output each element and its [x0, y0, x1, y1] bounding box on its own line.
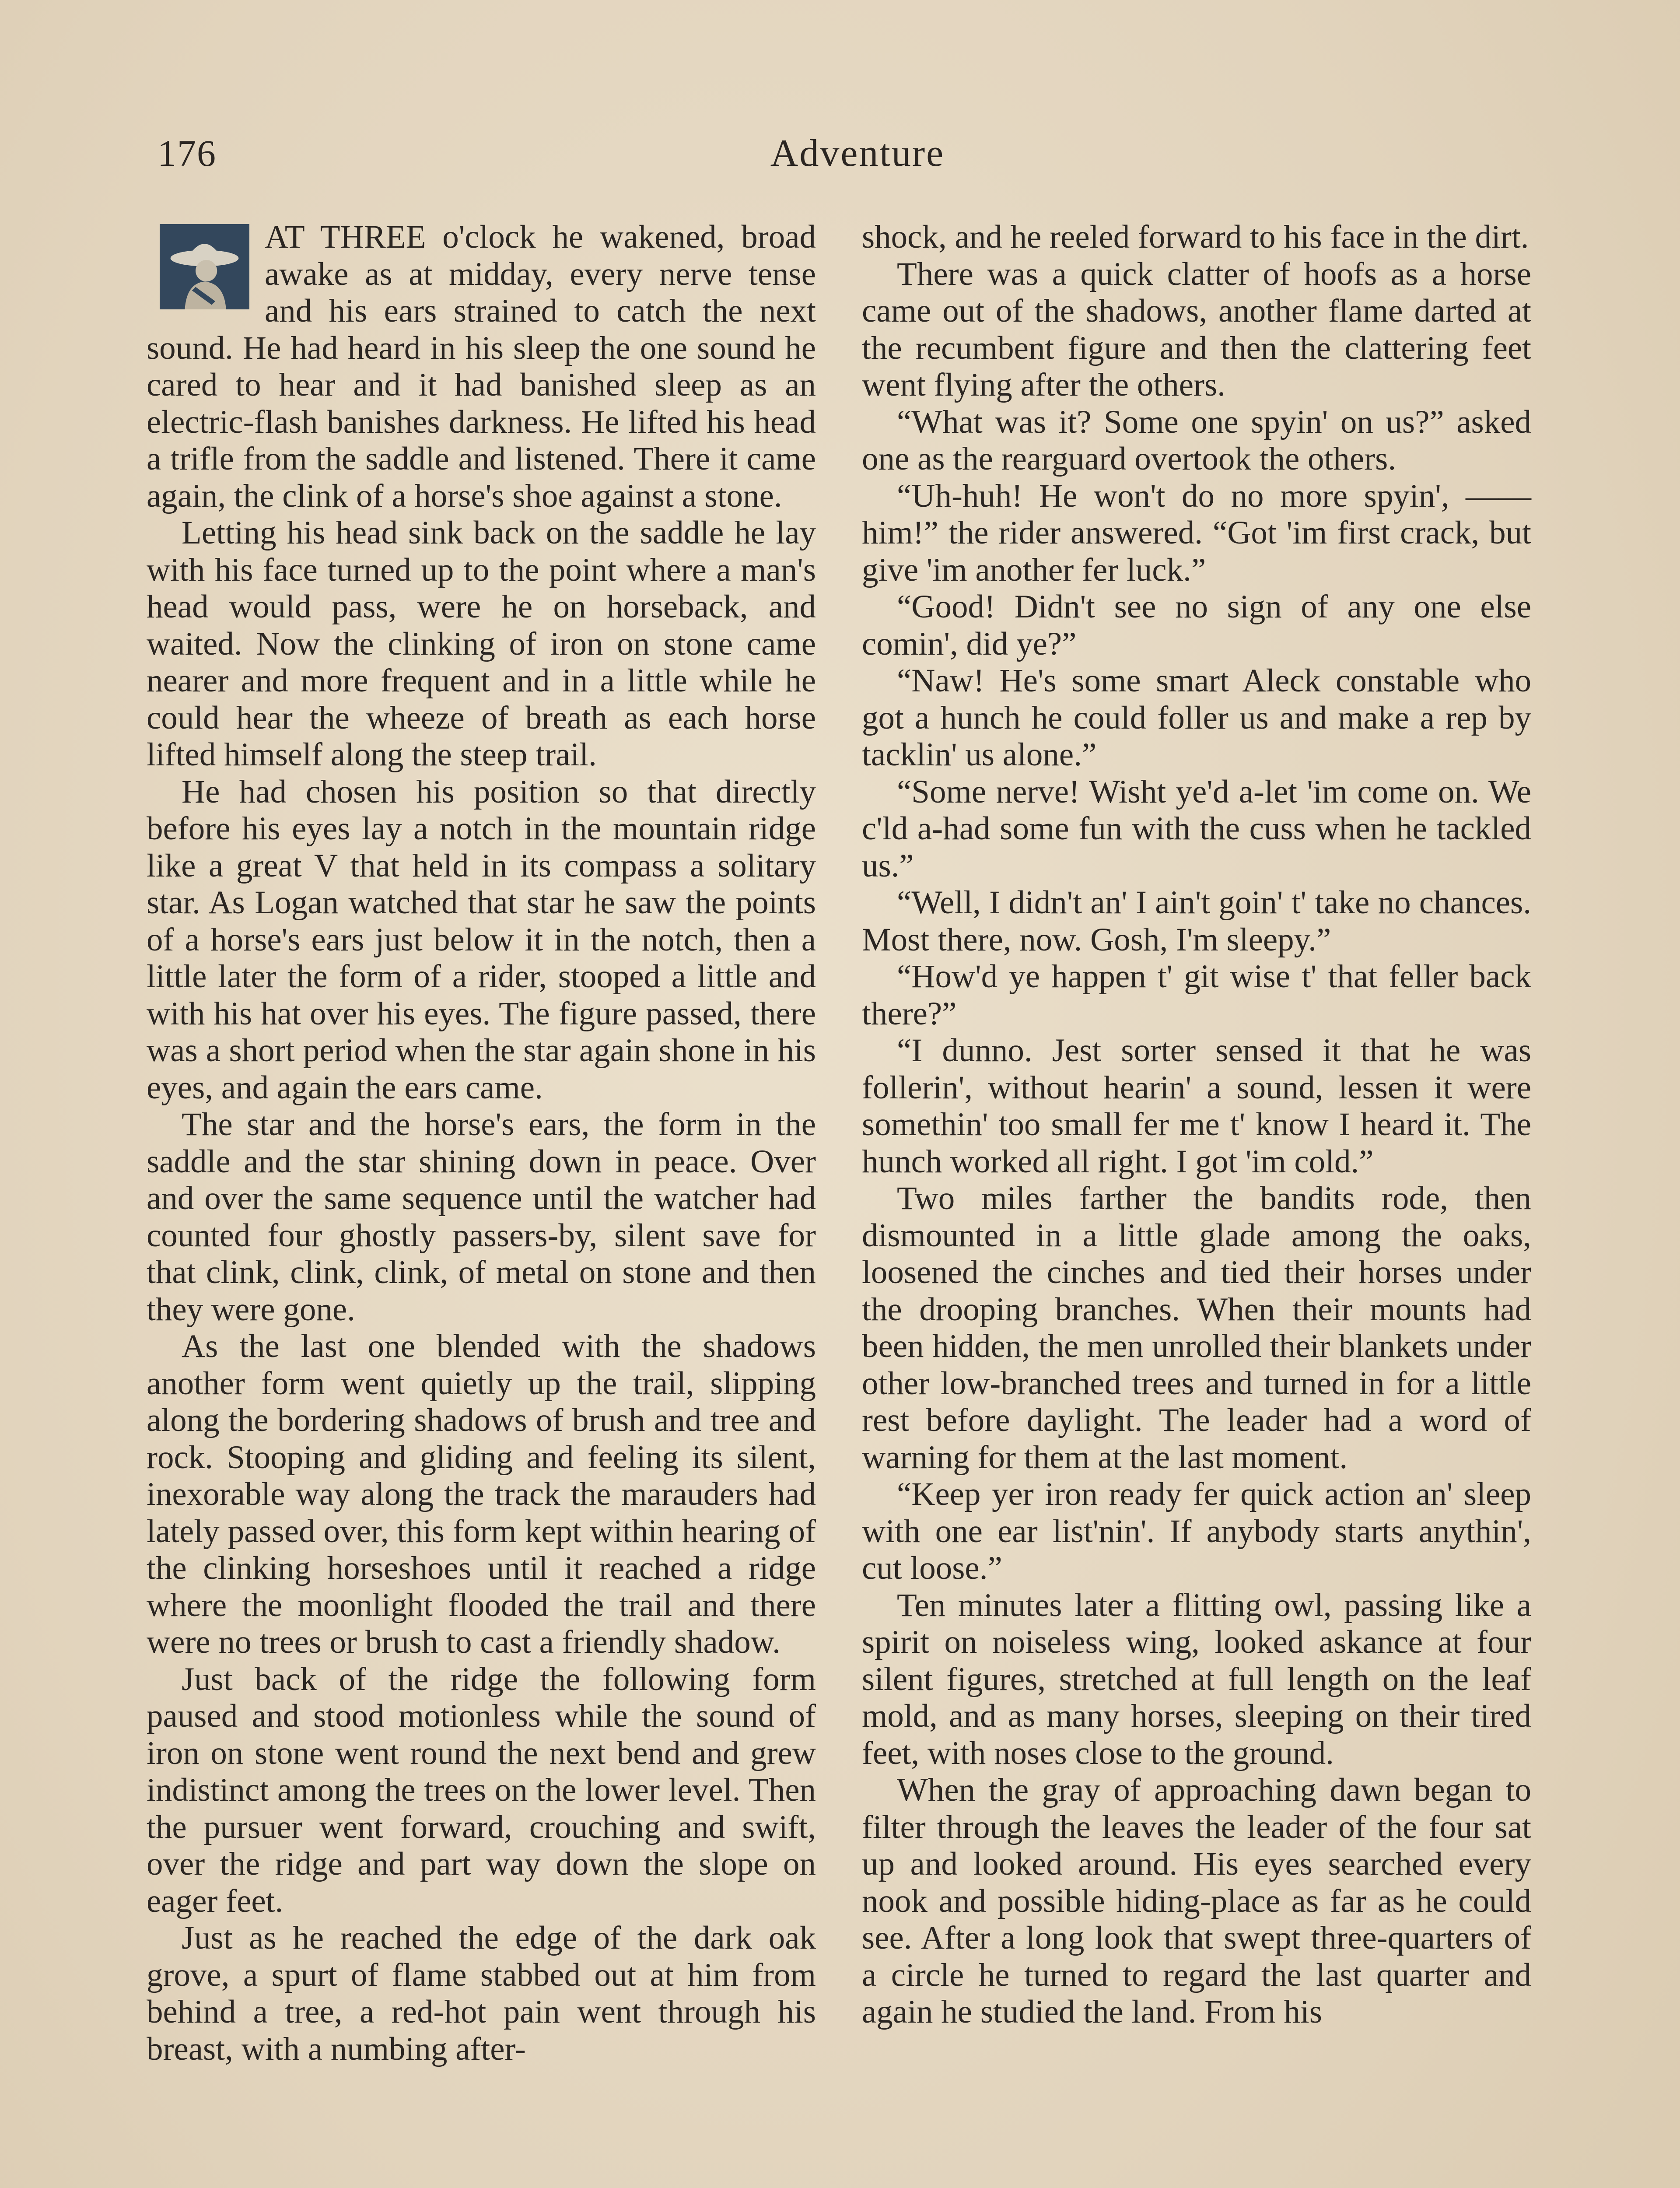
paragraph-13: “Naw! He's some smart Aleck constable who got a hunch he could foller us and make a rep by tacklin' us alone.”	[862, 663, 1531, 773]
left-column	[147, 219, 816, 2068]
paragraph-8: shock, and he reeled forward to his face in the dirt.	[862, 219, 1529, 255]
paragraph-1: AT THREE o'clock he wakened, broad awake as at midday, every nerve tense and his ears strained to catch the next sound. He had heard in his sleep the one sound he cared to hear and it had banished sleep as an electric-flash banishes darkness. He lifted his head a trifle from the saddle and listened. There it came again, the clink of a horse's shoe against a stone.	[147, 219, 816, 514]
page-number: 176	[158, 132, 217, 174]
page-header	[153, 127, 1562, 193]
paragraph-11: “Uh-huh! He won't do no more spyin', —— him!” the rider answered. “Got 'im first crack, but give 'im another fer luck.”	[862, 477, 1531, 588]
paragraph-12: “Good! Didn't see no sign of any one else comin', did ye?”	[862, 589, 1531, 662]
paragraph-10: “What was it? Some one spyin' on us?” asked one as the rearguard overtook the others.	[862, 403, 1531, 477]
paragraph-15: “Well, I didn't an' I ain't goin' t' take no chances. Most there, now. Gosh, I'm sleepy.”	[862, 884, 1531, 958]
paragraph-18: Two miles farther the bandits rode, then dismounted in a little glade among the oaks, loosened the cinches and tied their horses under the drooping branches. When their mounts had been hidden, the men unrolled their blankets under other low-branched trees and turned in for a little rest before daylight. The leader had a word of warning for them at the last moment.	[862, 1180, 1531, 1476]
running-title: Adventure	[770, 132, 945, 175]
paragraph-19: “Keep yer iron ready fer quick action an' sleep with one ear list'nin'. If anybody starts anythin', cut loose.”	[862, 1476, 1531, 1586]
paragraph-9: There was a quick clatter of hoofs as a horse came out of the shadows, another flame darted at the recumbent figure and then the clattering feet went flying after the others.	[862, 256, 1531, 403]
paragraph-3: He had chosen his position so that directly before his eyes lay a notch in the mountain ridge like a great V that held in its compass a solitary star. As Logan watched that star he saw the points of a horse's ears just below it in the notch, then a little later the form of a rider, stooped a little and with his hat over his eyes. The figure passed, there was a short period when the star again shone in his eyes, and again the ears came.	[147, 773, 816, 1106]
paragraph-20: Ten minutes later a flitting owl, passing like a spirit on noiseless wing, looked askance at four silent figures, stretched at full length on the leaf mold, and as many horses, sleeping on their tired feet, with noses close to the ground.	[862, 1587, 1531, 1771]
paragraph-21: When the gray of approaching dawn began to filter through the leaves the leader of the four sat up and looked around. His eyes searched every nook and possible hiding-place as far as he could see. After a long look that swept three-quarters of a circle he turned to regard the last quarter and again he studied the land. From his	[862, 1772, 1531, 2030]
right-column	[862, 219, 1531, 2031]
paragraph-4: The star and the horse's ears, the form in the saddle and the star shining down in peace. Over and over the same sequence until the watcher had counted four ghostly passers-by, silent save for that clink, clink, clink, of metal on stone and then they were gone.	[147, 1106, 816, 1328]
paragraph-5: As the last one blended with the shadows another form went quietly up the trail, slipping along the bordering shadows of brush and tree and rock. Stooping and gliding and feeling its silent, inexorable way along the track the marauders had lately passed over, this form kept within hearing of the clinking horseshoes until it reached a ridge where the moonlight flooded the trail and there were no trees or brush to cast a friendly shadow.	[147, 1328, 816, 1660]
paragraph-17: “I dunno. Jest sorter sensed it that he was follerin', without hearin' a sound, lessen it were somethin' too small fer me t' know I heard it. The hunch worked all right. I got 'im cold.”	[862, 1032, 1531, 1180]
paragraph-7: Just as he reached the edge of the dark oak grove, a spurt of flame stabbed out at him from behind a tree, a red-hot pain went through his breast, with a numbing after-	[147, 1920, 816, 2067]
cowboy-rider-icon	[160, 224, 249, 309]
paragraph-6: Just back of the ridge the following form paused and stood motionless while the sound of iron on stone went round the next bend and grew indistinct among the trees on the lower level. Then the pursuer went forward, crouching and swift, over the ridge and part way down the slope on eager feet.	[147, 1661, 816, 1919]
paragraph-16: “How'd ye happen t' git wise t' that feller back there?”	[862, 958, 1531, 1032]
paragraph-2: Letting his head sink back on the saddle he lay with his face turned up to the point where a man's head would pass, were he on horseback, and waited. Now the clinking of iron on stone came nearer and more frequent and in a little while he could hear the wheeze of breath as each horse lifted himself along the steep trail.	[147, 515, 816, 773]
paragraph-14: “Some nerve! Wisht ye'd a-let 'im come on. We c'ld a-had some fun with the cuss when he tackled us.”	[862, 773, 1531, 884]
